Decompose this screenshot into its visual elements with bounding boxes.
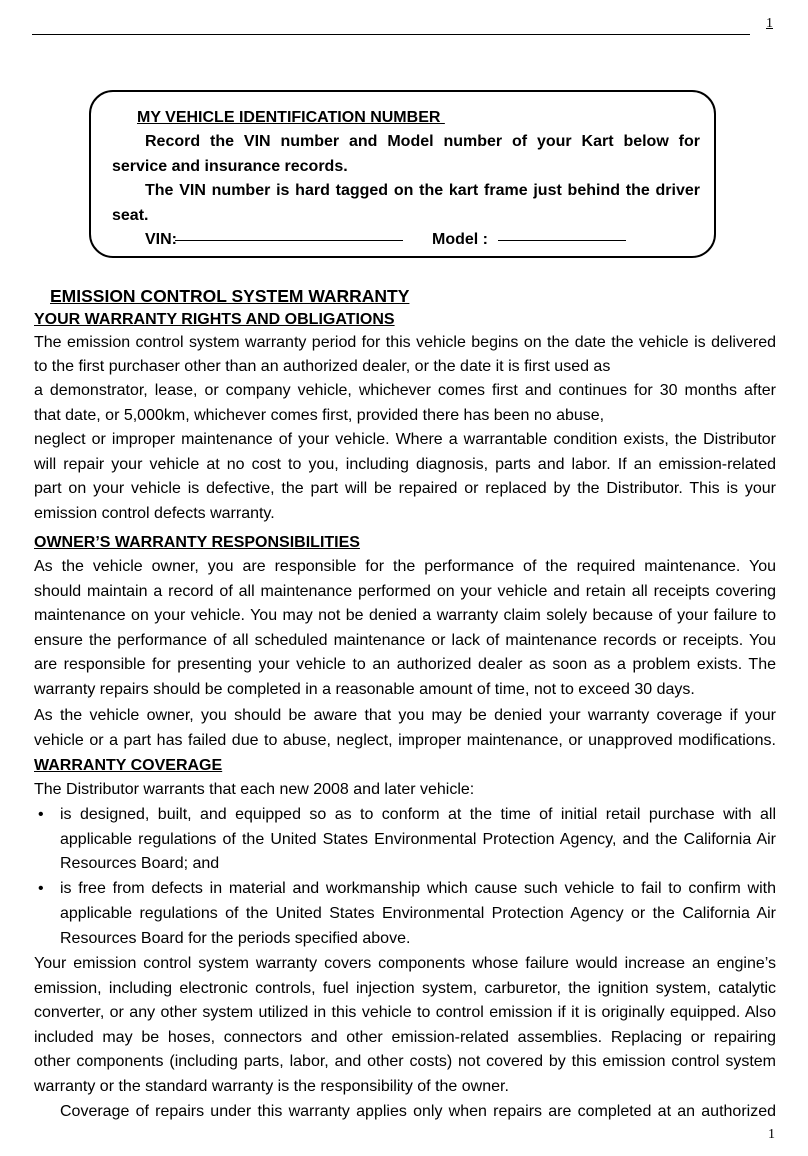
section-title: EMISSION CONTROL SYSTEM WARRANTY [50,286,410,306]
bullet-1-line-1: is designed, built, and equipped so as to conform at the time of initial retail purchase with all [60,806,776,823]
owner-line-1: As the vehicle owner, you are responsible for the performance of the required maintenance. You [34,558,776,575]
owner-line-3: maintenance on your vehicle. You may not be denied a warranty claim solely because of your failure to [34,607,776,624]
coverage-line-3: converter, or any other system utilized in this vehicle to control emission if it is originally equipped. Also [34,1004,776,1021]
coverage-line-7: Coverage of repairs under this warranty applies only when repairs are completed at an authorized [60,1103,776,1120]
vin-field-row [145,230,403,250]
coverage-line-6: warranty or the standard warranty is the responsibility of the owner. [34,1078,509,1095]
coverage-line-4: included may be hoses, connectors and other emission-related assemblies. Replacing or repairing [34,1029,776,1046]
vin-box-line-3: The VIN number is hard tagged on the kart frame just behind the driver [145,182,700,199]
vin-box-line-1: Record the VIN number and Model number of your Kart below for [145,133,700,150]
model-blank-line [498,239,626,241]
bullet-2-line-3: Resources Board for the periods specified above. [60,930,411,947]
owner-line-4: ensure the performance of all scheduled maintenance or lack of maintenance records or receipts. You [34,632,776,649]
owner-line-6: warranty repairs should be completed in a reasonable amount of time, not to exceed 30 days. [34,681,695,698]
bullet-1-line-2: applicable regulations of the United States Environmental Protection Agency, and the California Air [60,831,776,848]
bullet-1-symbol: • [38,806,44,823]
bullet-1-line-3: Resources Board; and [60,855,220,872]
coverage-line-5: other components (including parts, labor, and other costs) not covered by this emission control system [34,1053,776,1070]
vin-box-line-2: service and insurance records. [112,158,348,175]
model-field-row [432,230,626,250]
vin-box-line-4: seat. [112,207,149,224]
coverage-line-2: emission, including electronic controls, fuel injection system, carburetor, the ignition system, catalytic [34,980,776,997]
rights-line-3: a demonstrator, lease, or company vehicle, whichever comes first and continues for 30 months after [34,382,776,399]
owner-line-2: should maintain a record of all maintenance performed on your vehicle and retain all receipts covering [34,583,776,600]
model-label: Model : [432,231,488,248]
owner-heading: OWNER’S WARRANTY RESPONSIBILITIES [34,534,360,551]
vin-blank-line [175,239,403,241]
owner-line-7: As the vehicle owner, you should be aware that you may be denied your warranty coverage if your [34,707,776,724]
vin-box-title: MY VEHICLE IDENTIFICATION NUMBER [137,109,445,126]
owner-line-8: vehicle or a part has failed due to abuse, neglect, improper maintenance, or unapproved modifications. [34,732,776,749]
rights-line-6: will repair your vehicle at no cost to you, including diagnosis, parts and labor. If an emission-related [34,456,776,473]
coverage-heading: WARRANTY COVERAGE [34,757,223,774]
rights-heading: YOUR WARRANTY RIGHTS AND OBLIGATIONS [34,311,395,328]
page-number-bottom: 1 [768,1127,775,1142]
bullet-2-line-2: applicable regulations of the United States Environmental Protection Agency or the California Air [60,905,776,922]
page-number-top: 1 [766,16,773,31]
coverage-line-1: Your emission control system warranty covers components whose failure would increase an engine’s [34,955,776,972]
rights-line-1: The emission control system warranty period for this vehicle begins on the date the vehicle is delivered [34,334,776,351]
rights-line-2: to the first purchaser other than an authorized dealer, or the date it is first used as [34,358,611,375]
coverage-intro: The Distributor warrants that each new 2008 and later vehicle: [34,781,475,798]
bullet-2-line-1: is free from defects in material and workmanship which cause such vehicle to fail to confirm with [60,880,776,897]
rights-line-5: neglect or improper maintenance of your vehicle. Where a warrantable condition exists, the Distributor [34,431,776,448]
rights-line-4: that date, or 5,000km, whichever comes first, provided there has been no abuse, [34,407,605,424]
header-rule [32,34,750,35]
rights-line-7: part on your vehicle is defective, the part will be repaired or replaced by the Distributor. This is your [34,480,776,497]
owner-line-5: are responsible for presenting your vehicle to an authorized dealer as soon as a problem exists. The [34,656,776,673]
rights-line-8: emission control defects warranty. [34,505,275,522]
vin-label: VIN: [145,231,177,248]
bullet-2-symbol: • [38,880,44,897]
